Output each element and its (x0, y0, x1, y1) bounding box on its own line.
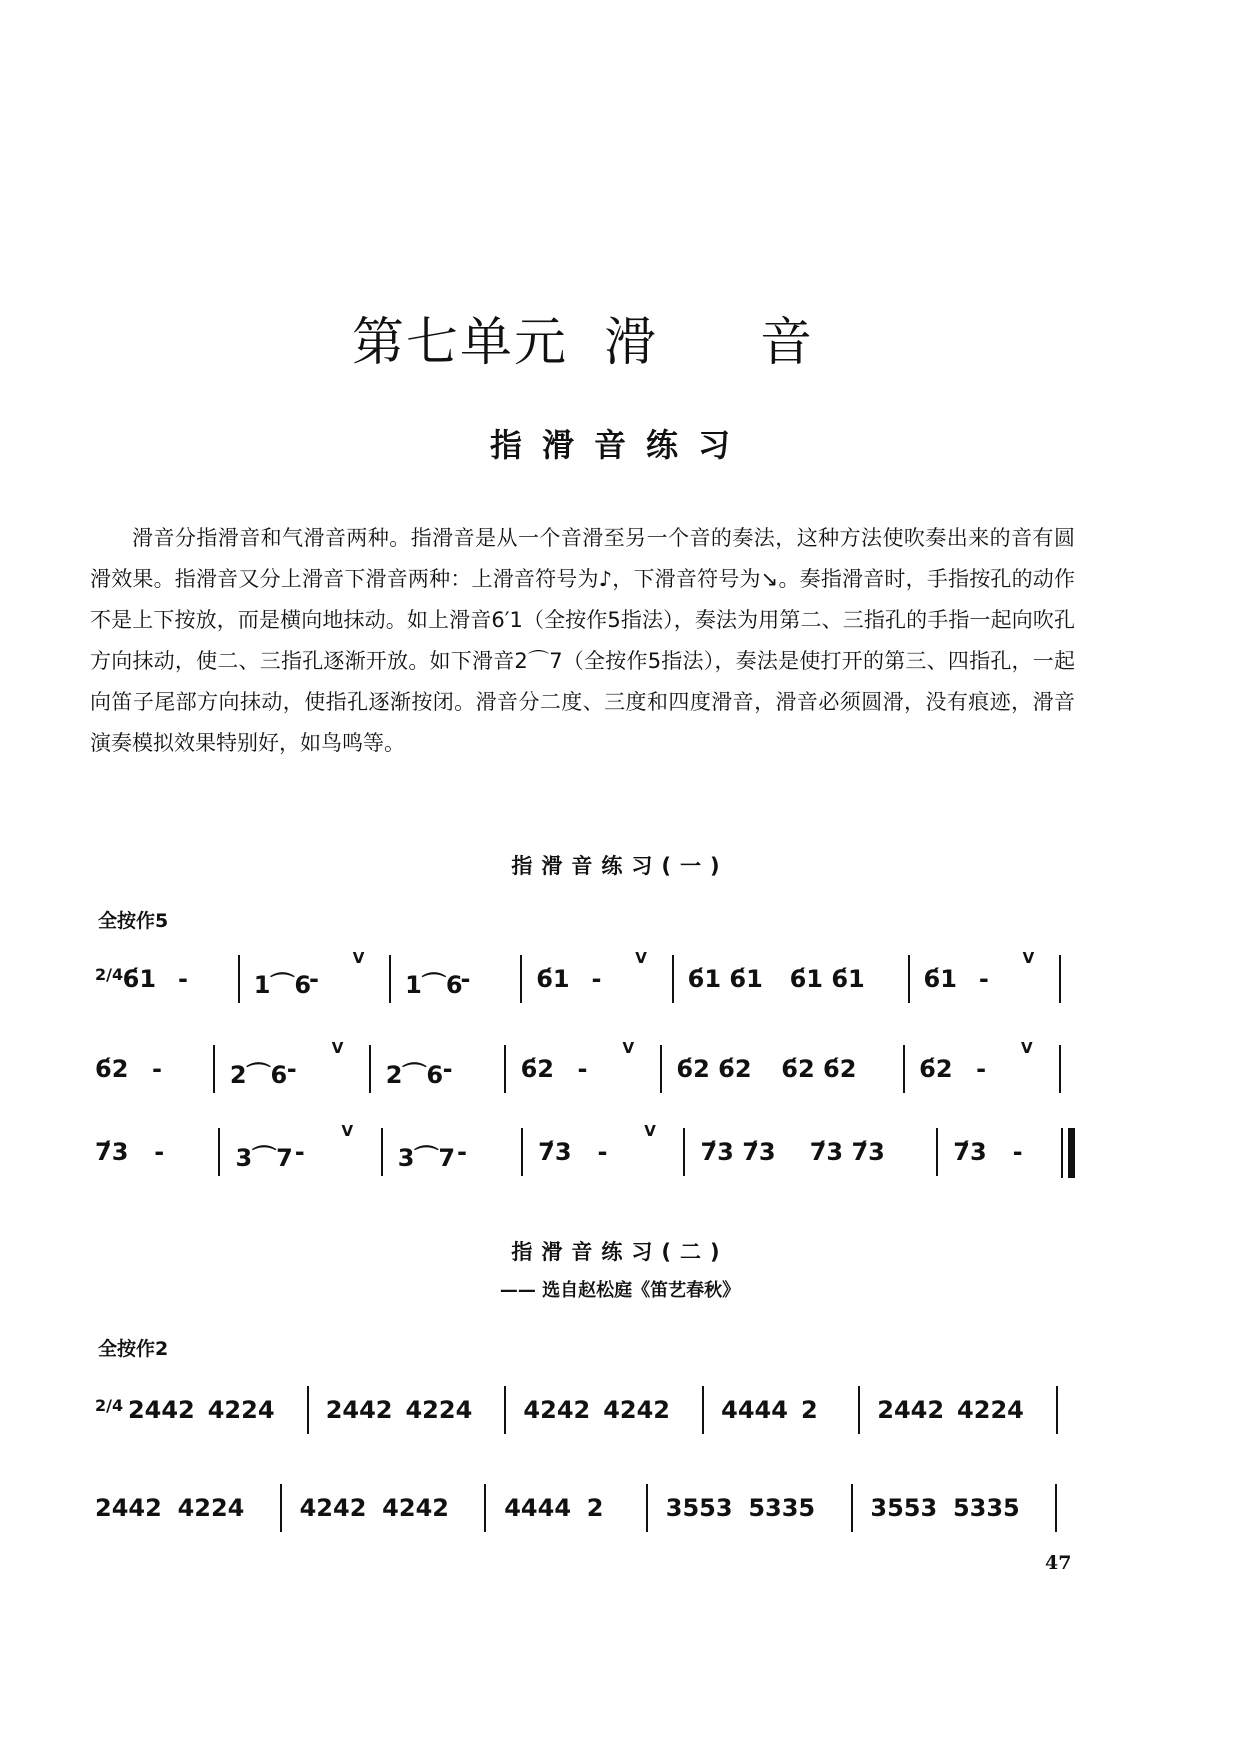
note-group: 6́1 (923, 965, 957, 993)
note-group: 6́1 6́1 (789, 965, 865, 993)
note-group: 6́1 6́1 (687, 965, 763, 993)
breath-mark: V (352, 949, 365, 967)
note-group: 6́2 6́2 (781, 1055, 857, 1083)
note-group: 1⌒6 (253, 971, 312, 999)
note-group: 2 (800, 1396, 818, 1424)
chapter-word-2: 音 (760, 313, 813, 373)
barline (683, 1128, 685, 1176)
exercise-1-line-1 (95, 945, 1075, 1035)
note-group: 3553 (665, 1494, 733, 1522)
dash-note: - (577, 1055, 588, 1083)
dash-note: - (294, 1138, 305, 1166)
note-group: 4224 (957, 1396, 1024, 1424)
time-signature: 2/4 (95, 1396, 124, 1415)
note-group: 4224 (207, 1396, 275, 1424)
note-group: 3553 (870, 1494, 938, 1522)
dash-note: - (151, 1055, 162, 1083)
barline (504, 1386, 506, 1434)
note-group: 6́1 (122, 965, 157, 993)
dash-note: - (1012, 1138, 1023, 1166)
barline (389, 955, 391, 1003)
exercise-2-line-1 (95, 1376, 1075, 1466)
note-group: 4242 (299, 1494, 367, 1522)
note-group: 2⌒6 (385, 1061, 444, 1089)
dash-note: - (286, 1055, 297, 1083)
dash-note: - (154, 1138, 165, 1166)
barline (520, 955, 522, 1003)
breath-mark: V (622, 1039, 635, 1057)
note-group: 6́1 (536, 965, 570, 993)
dash-note: - (460, 965, 471, 993)
dash-note: - (309, 965, 320, 993)
final-barline-thick (1068, 1128, 1075, 1178)
note-group: 3⌒7 (397, 1144, 456, 1172)
exercise-1-line-2 (95, 1035, 1075, 1125)
breath-mark: V (331, 1039, 344, 1057)
exercise-2-subtitle: —— 选自赵松庭《笛艺春秋》 (499, 1280, 741, 1301)
barline (1059, 955, 1061, 1003)
barline (504, 1045, 506, 1093)
barline (369, 1045, 371, 1093)
dash-note: - (178, 965, 188, 993)
note-group: 2⌒6 (229, 1061, 288, 1089)
note-group: 4242 (523, 1396, 591, 1424)
exercise-1-title: 指滑音练习(一) (511, 854, 729, 878)
note-group: 7́3 7́3 (809, 1138, 885, 1166)
chapter-word-1: 滑 (604, 313, 657, 373)
note-group: 2442 (325, 1396, 393, 1424)
intro-paragraph: 滑音分指滑音和气滑音两种。指滑音是从一个音滑至另一个音的奏法，这种方法使吹奏出来的音有圆滑效果。指滑音又分上滑音下滑音两种：上滑音符号为♪，下滑音符号为↘。奏指滑音时，手指按孔的动作不是上下按放，而是横向地抹动。如上滑音6′1（全按作5指法），奏法为用第二、三指孔的手指一起向吹孔方向抹动，使二、三指孔逐渐开放。如下滑音2⌒7（全按作5指法），奏法是使打开的第三、四指孔，一起向笛子尾部方向抹动，使指孔逐渐按闭。滑音分二度、三度和四度滑音，滑音必须圆滑，没有痕迹，滑音演奏模拟效果特别好，如鸟鸣等。 (90, 526, 1075, 755)
barline (307, 1386, 309, 1434)
note-group: 5335 (748, 1494, 816, 1522)
note-group: 2442 (95, 1494, 162, 1522)
barline (702, 1386, 704, 1434)
time-signature: 2/4 (95, 965, 124, 984)
note-group: 4224 (177, 1494, 245, 1522)
note-group: 4242 (382, 1494, 449, 1522)
note-group: 1⌒6 (405, 971, 463, 999)
page-number: 47 (1045, 1552, 1072, 1574)
barline (521, 1128, 523, 1176)
barline (851, 1484, 853, 1532)
breath-mark: V (644, 1122, 656, 1140)
breath-mark: V (1021, 1039, 1033, 1057)
note-group: 6́2 (919, 1055, 953, 1083)
exercise-2-line-2 (95, 1474, 1075, 1564)
barline (218, 1128, 220, 1176)
dash-note: - (442, 1055, 453, 1083)
exercise-2-title: 指滑音练习(二) (511, 1240, 729, 1264)
dash-note: - (597, 1138, 608, 1166)
final-barline-thin (1061, 1128, 1063, 1178)
note-group: 7́3 7́3 (700, 1138, 776, 1166)
chapter-unit: 第七单元 (352, 313, 569, 373)
breath-mark: V (635, 949, 647, 967)
barline (280, 1484, 282, 1532)
note-group: 3⌒7 (235, 1144, 293, 1172)
barline (858, 1386, 860, 1434)
barline (1056, 1386, 1058, 1434)
barline (672, 955, 674, 1003)
dash-note: - (591, 965, 602, 993)
barline (1059, 1045, 1061, 1093)
note-group: 4444 (504, 1494, 572, 1522)
note-group: 4242 (603, 1396, 670, 1424)
barline (646, 1484, 648, 1532)
dash-note: - (457, 1138, 467, 1166)
barline (238, 955, 240, 1003)
breath-mark: V (341, 1122, 354, 1140)
chapter-title (0, 300, 1240, 380)
dash-note: - (976, 1055, 987, 1083)
note-group: 4444 (721, 1396, 788, 1424)
section-title: 指滑音练习 (489, 426, 750, 464)
dash-note: - (978, 965, 989, 993)
barline (903, 1045, 905, 1093)
barline (908, 955, 910, 1003)
exercise-1-fingering: 全按作5 (98, 910, 169, 932)
note-group: 7́3 (953, 1138, 987, 1166)
note-group: 4224 (405, 1396, 473, 1424)
exercise-1-line-3 (95, 1118, 1075, 1208)
exercise-2-fingering: 全按作2 (98, 1338, 169, 1360)
note-group: 7́3 (538, 1138, 572, 1166)
note-group: 6́2 6́2 (676, 1055, 752, 1083)
barline (484, 1484, 486, 1532)
note-group: 2 (586, 1494, 604, 1522)
barline (213, 1045, 215, 1093)
barline (381, 1128, 383, 1176)
barline (936, 1128, 938, 1176)
note-group: 6́2 (95, 1055, 129, 1083)
note-group: 5335 (952, 1494, 1020, 1522)
note-group: 2442 (877, 1396, 945, 1424)
note-group: 7́3 (95, 1138, 129, 1166)
note-group: 2442 (127, 1396, 195, 1424)
breath-mark: V (1022, 949, 1035, 967)
note-group: 6́2 (520, 1055, 554, 1083)
barline (1055, 1484, 1057, 1532)
barline (660, 1045, 662, 1093)
